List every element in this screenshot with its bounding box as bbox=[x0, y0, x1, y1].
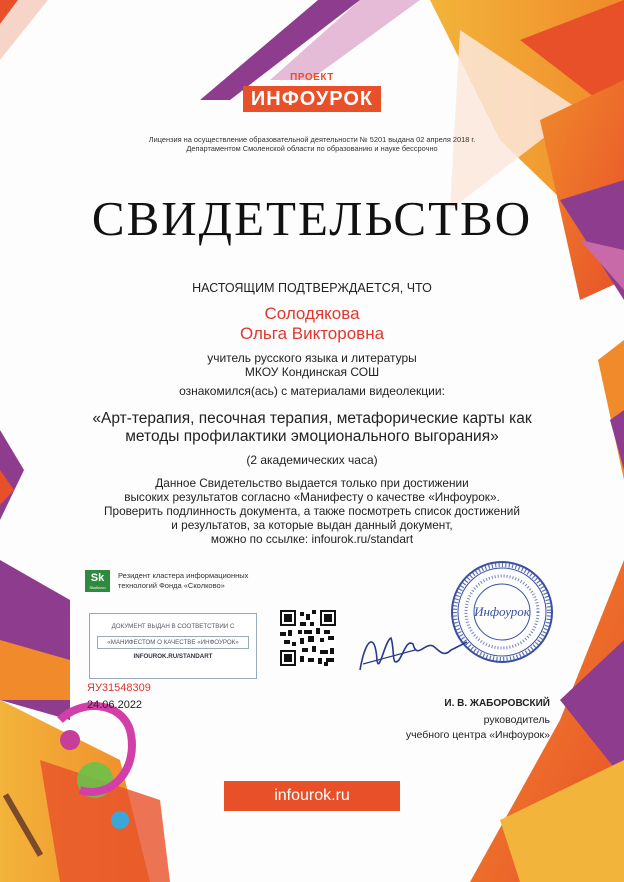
skolkovo-line: технологий Фонда «Сколково» bbox=[118, 581, 225, 590]
notice-line: Проверить подлинность документа, а также посмотреть список достижений bbox=[104, 504, 520, 518]
manifest-link: INFOUROK.RU/STANDART bbox=[133, 653, 213, 660]
course-title bbox=[52, 410, 572, 446]
certificate-title: СВИДЕТЕЛЬСТВО bbox=[91, 191, 533, 246]
notice-line: высоких результатов согласно «Манифесту о качестве «Инфоурок». bbox=[124, 490, 500, 504]
signature bbox=[355, 620, 475, 680]
recipient-given-names: Ольга Викторовна bbox=[239, 324, 385, 343]
site-link-badge[interactable]: infourok.ru bbox=[224, 781, 400, 811]
intro-text: ознакомился(ась) с материалами видеолекции: bbox=[179, 384, 445, 398]
side-shape bbox=[0, 430, 24, 520]
course-line: «Арт-терапия, песочная терапия, метафорические карты как bbox=[92, 410, 532, 427]
signer-name: И. В. ЖАБОРОВСКИЙ bbox=[444, 698, 550, 709]
confirm-text: НАСТОЯЩИМ ПОДТВЕРЖДАЕТСЯ, ЧТО bbox=[192, 281, 432, 295]
recipient-surname: Солодякова bbox=[264, 304, 360, 323]
stamp-center-text: Инфоурок bbox=[474, 604, 530, 619]
manifest-line: «МАНИФЕСТОМ О КАЧЕСТВЕ «ИНФОУРОК» bbox=[97, 636, 249, 649]
role-line: учебного центра «Инфоурок» bbox=[405, 729, 550, 741]
notice-line: и результатов, за которые выдан данный документ, bbox=[171, 518, 453, 532]
recipient-position bbox=[0, 351, 624, 379]
manifest-box bbox=[89, 613, 257, 679]
issue-date: 24.06.2022 bbox=[87, 699, 143, 711]
skolkovo-resident-text bbox=[118, 571, 278, 591]
skolkovo-logo bbox=[85, 570, 110, 592]
validity-notice bbox=[58, 476, 566, 546]
notice-line: Данное Свидетельство выдается только при достижении bbox=[155, 476, 469, 490]
skolkovo-line: Резидент кластера информационных bbox=[118, 571, 249, 580]
course-line: методы профилактики эмоционального выгорания» bbox=[125, 428, 499, 445]
signer-role bbox=[350, 713, 550, 743]
project-label: ПРОЕКТ bbox=[290, 72, 334, 83]
manifest-line: ДОКУМЕНТ ВЫДАН В СООТВЕТСТВИИ С bbox=[111, 623, 235, 630]
paint-splash bbox=[111, 811, 129, 829]
skolkovo-logo-subtext: Skolkovo bbox=[89, 585, 106, 590]
license-line: Лицензия на осуществление образовательной деятельности № 5201 выдана 02 апреля 2018 г. bbox=[148, 135, 476, 144]
notice-line: можно по ссылке: infourok.ru/standart bbox=[210, 532, 414, 546]
license-line: Департаментом Смоленской области по образованию и науке бессрочно bbox=[186, 144, 438, 153]
skolkovo-logo-text: Sk bbox=[90, 572, 105, 584]
position-line: учитель русского языка и литературы bbox=[207, 351, 417, 365]
paint-splash bbox=[60, 730, 80, 750]
course-hours: (2 академических часа) bbox=[246, 453, 378, 467]
role-line: руководитель bbox=[483, 714, 550, 726]
position-line: МКОУ Кондинская СОШ bbox=[244, 365, 380, 379]
registration-number: ЯУ31548309 bbox=[87, 682, 151, 694]
infourok-logo: ИНФОУРОК bbox=[243, 86, 381, 112]
recipient-name bbox=[0, 304, 624, 344]
qr-code[interactable] bbox=[280, 610, 336, 666]
license-text bbox=[110, 135, 514, 153]
